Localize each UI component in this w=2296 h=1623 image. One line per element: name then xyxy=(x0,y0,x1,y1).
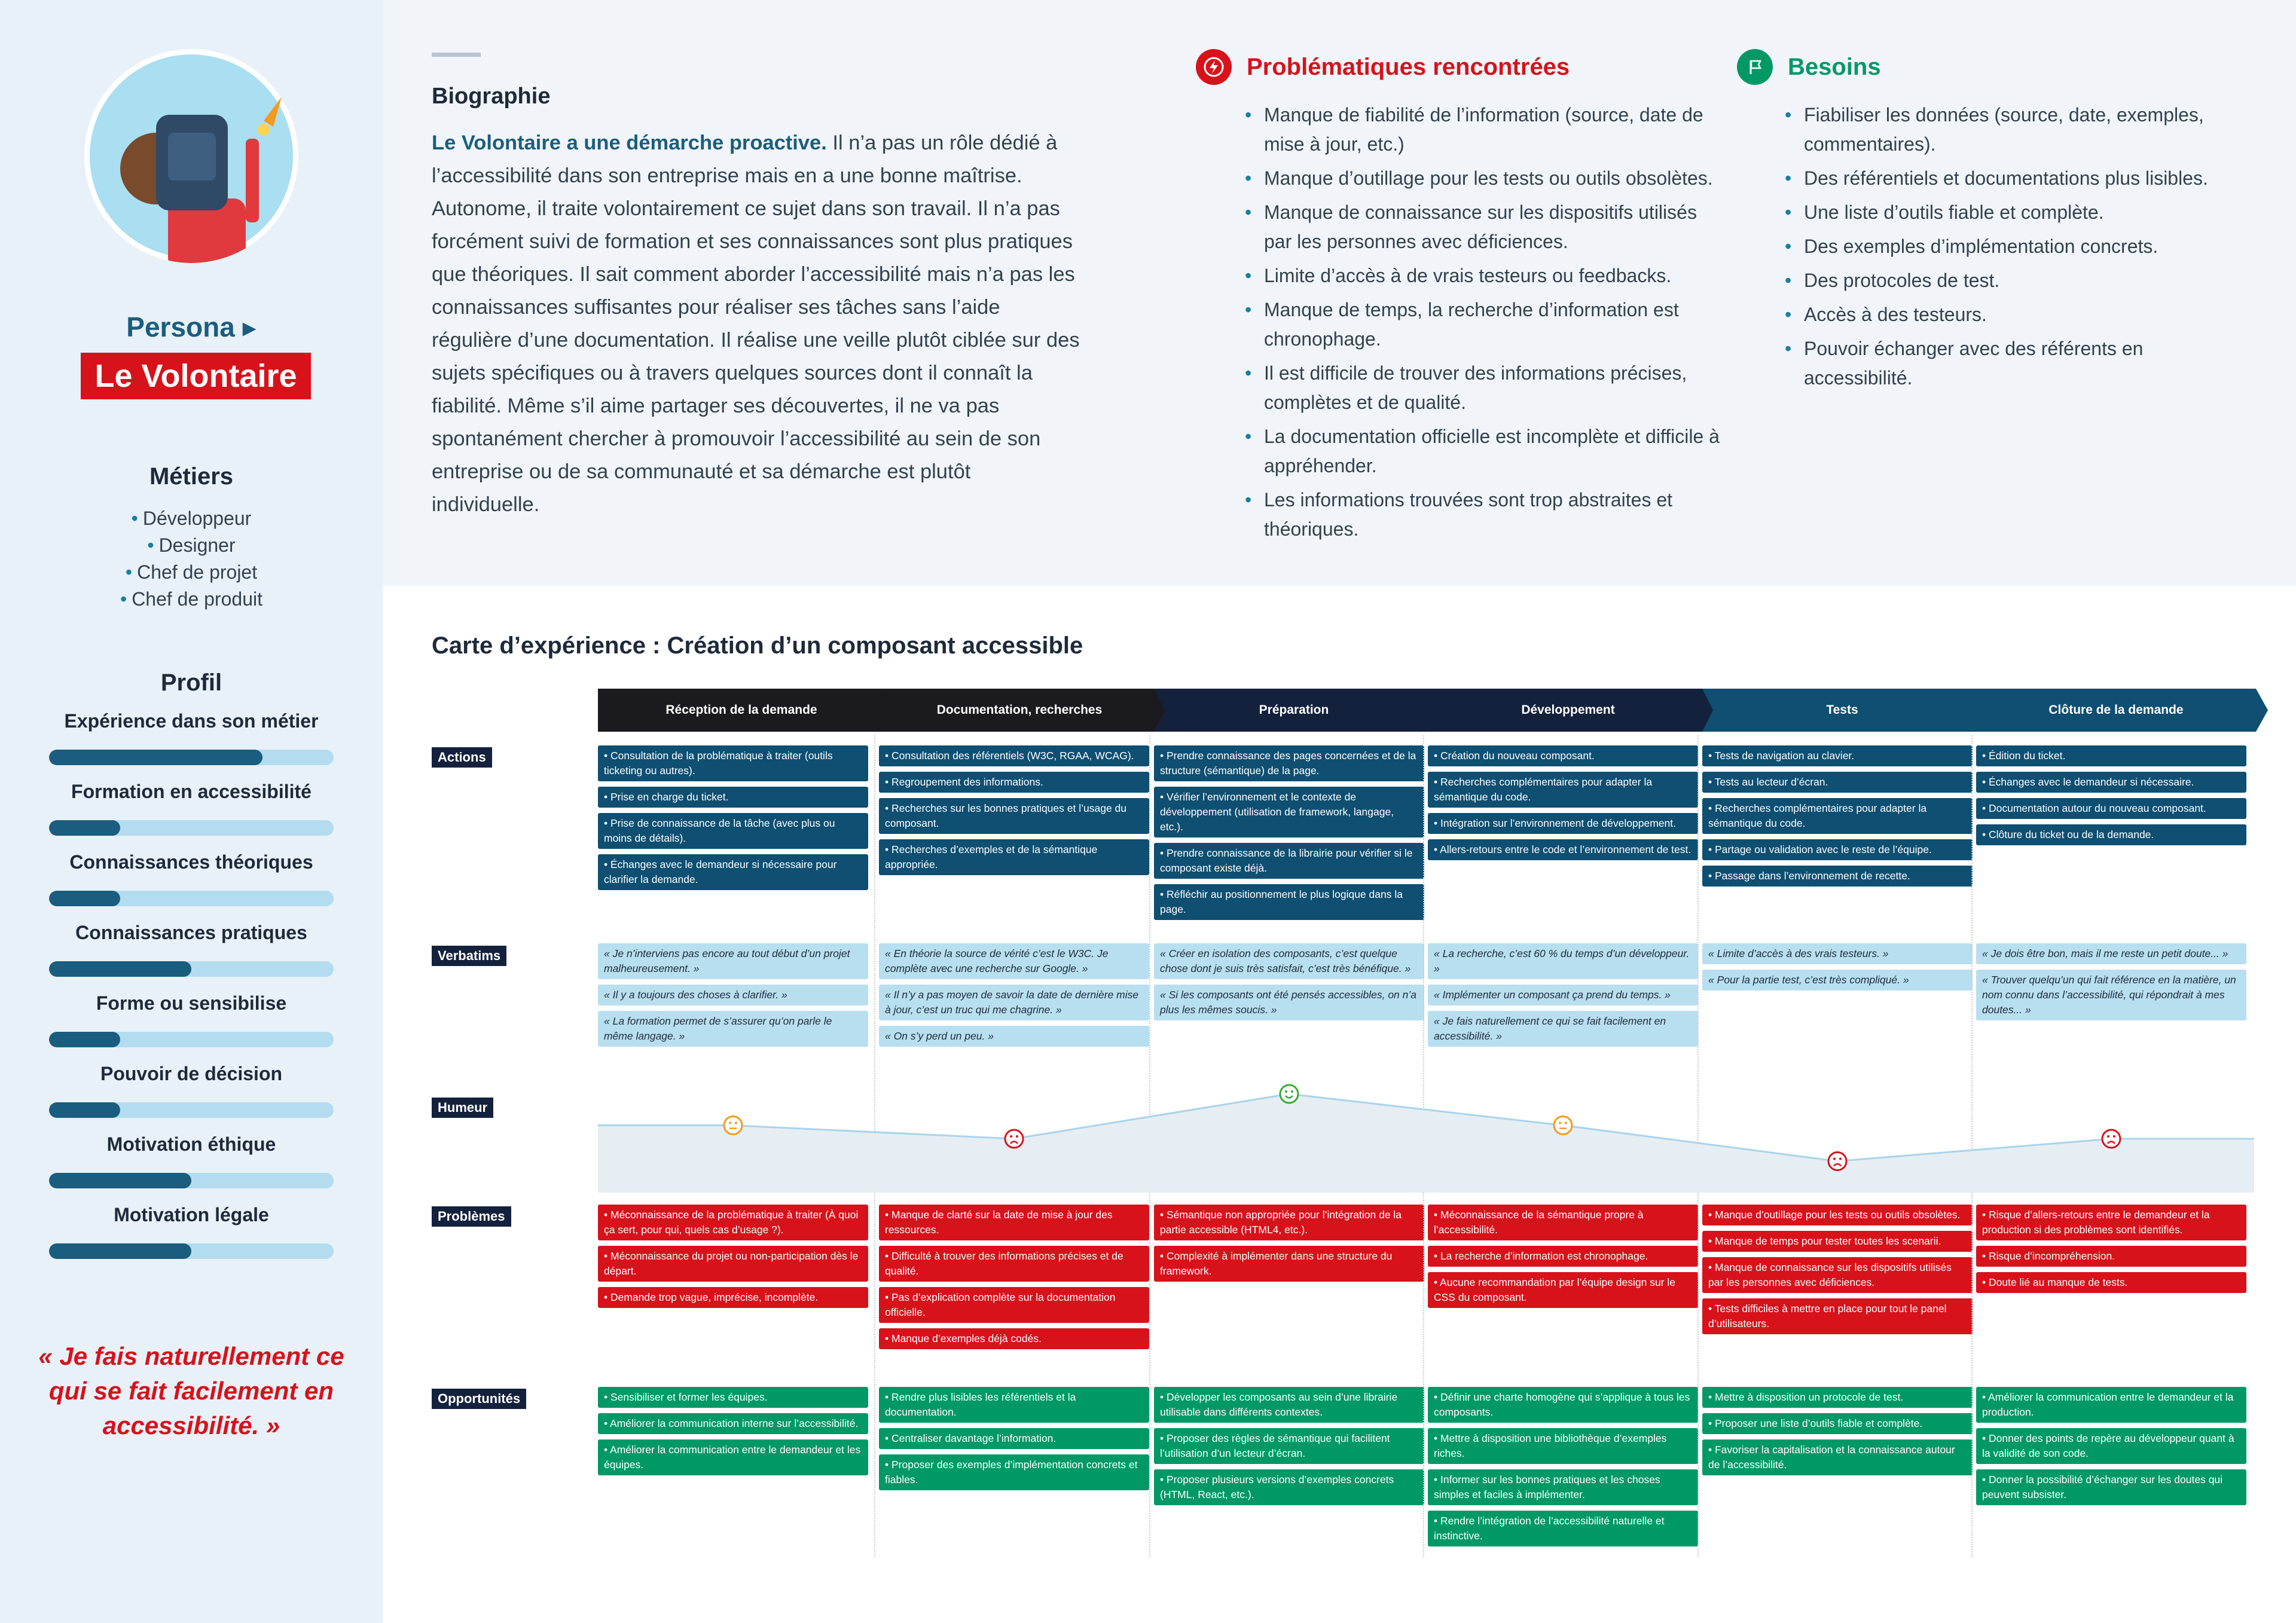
problems-card: • Doute lié au manque de tests. xyxy=(1976,1272,2246,1293)
skill-bar xyxy=(49,891,334,906)
mood-neutral-icon xyxy=(724,1117,742,1135)
stage-label: Développement xyxy=(1521,703,1615,717)
metier-item: • Chef de projet xyxy=(125,561,258,583)
skill-label: Motivation éthique xyxy=(106,1133,276,1155)
actions-card: • Partage ou validation avec le reste de l’équipe. xyxy=(1702,839,1973,860)
opportunities-card: • Rendre l’intégration de l’accessibilité naturelle et instinctive. xyxy=(1428,1511,1698,1546)
skill-label: Formation en accessibilité xyxy=(71,781,312,802)
opportunities-card: • Favoriser la capitalisation et la connaissance autour de l’accessibilité. xyxy=(1702,1439,1973,1475)
actions-column xyxy=(598,745,868,895)
opportunities-card: • Donner des points de repère au développeur quant à la validité de son code. xyxy=(1976,1428,2246,1464)
opportunities-card: • Proposer une liste d’outils fiable et complète. xyxy=(1702,1413,1973,1434)
actions-card: • Documentation autour du nouveau composant. xyxy=(1976,798,2246,819)
problems-column xyxy=(1428,1205,1698,1313)
skill-bar xyxy=(49,1243,334,1259)
skill-meter xyxy=(49,1204,334,1259)
actions-card: • Recherches d’exemples et de la sémantique appropriée. xyxy=(879,839,1149,875)
actions-column xyxy=(1428,745,1698,866)
actions-card: • Recherches complémentaires pour adapter la sémantique du code. xyxy=(1428,772,1698,808)
actions-card: • Prise en charge du ticket. xyxy=(598,787,868,808)
actions-card: • Tests au lecteur d’écran. xyxy=(1702,772,1973,793)
verbatims-card: « En théorie la source de vérité c’est le W3C. Je complète avec une recherche sur Google. » xyxy=(879,943,1149,979)
verbatims-column xyxy=(598,943,868,1052)
list-item: • Manque de connaissance sur les dispositifs utilisés par les personnes avec déficiences. xyxy=(1245,198,1723,256)
verbatims-card: « Si les composants ont été pensés accessibles, on n’a plus les mêmes soucis. » xyxy=(1154,985,1424,1020)
actions-card: • Échanges avec le demandeur si nécessaire. xyxy=(1976,772,2246,793)
verbatims-column xyxy=(1154,943,1424,1026)
skill-bar-fill xyxy=(49,820,120,836)
opportunities-card: • Proposer des exemples d’implémentation concrets et fiables. xyxy=(879,1454,1149,1490)
actions-column xyxy=(1154,745,1424,925)
experience-map-title: Carte d’expérience : Création d’un composant accessible xyxy=(432,632,1083,659)
actions-card: • Édition du ticket. xyxy=(1976,745,2246,766)
verbatims-card: « Limite d’accès à des vrais testeurs. » xyxy=(1702,943,1973,964)
opportunities-column xyxy=(1702,1387,1973,1481)
row-label-problems: Problèmes xyxy=(432,1206,511,1227)
verbatims-card: « La formation permet de s’assurer qu’on parle le même langage. » xyxy=(598,1011,868,1047)
skill-meter xyxy=(49,922,334,977)
opportunities-card: • Proposer plusieurs versions d’exemples concrets (HTML, React, etc.). xyxy=(1154,1469,1424,1505)
list-item: • Des exemples d’implémentation concrets. xyxy=(1785,232,2239,261)
bio-body: Il n’a pas un rôle dédié à l’accessibilité dans son entreprise mais en a une bonne maîtrise. Autonome, il traite volontairement ce sujet dans son travail. Il n’a pas forcément suivi de formation et ses connaissances sont plus pratiques que théoriques. Il sait comment aborder l’accessibilité mais n’a pas les connaissances suffisantes pour réaliser ses tâches sans l’aide régulière d’une documentation. Il réalise une veille plutôt ciblée sur des sujets spécifiques ou à travers quelques sources dont il connaît la fiabilité. Même s’il aime partager ses découvertes, il ne va pas spontanément chercher à promouvoir l’accessibilité au sein de son entreprise ou de sa communauté et sa démarche est plutôt individuelle. xyxy=(432,132,1080,516)
opportunities-column xyxy=(598,1387,868,1481)
persona-sidebar xyxy=(0,0,383,1623)
opportunities-card: • Centraliser davantage l’information. xyxy=(879,1428,1149,1449)
row-label-mood: Humeur xyxy=(432,1098,493,1118)
opportunities-column xyxy=(1154,1387,1424,1511)
skill-bar-fill xyxy=(49,891,120,906)
metiers-title: Métiers xyxy=(149,463,234,490)
opportunities-card: • Améliorer la communication entre le demandeur et les équipes. xyxy=(598,1439,868,1475)
verbatims-column xyxy=(1702,943,1973,996)
persona-avatar xyxy=(84,49,298,263)
skill-label: Connaissances pratiques xyxy=(75,922,307,943)
verbatims-column xyxy=(1976,943,2246,1026)
problems-card: • Manque de connaissance sur les dispositifs utilisés par les personnes avec déficiences. xyxy=(1702,1257,1973,1293)
verbatims-card: « Créer en isolation des composants, c’est quelque chose dont je suis très satisfait, c’est très bénéfique. » xyxy=(1154,943,1424,979)
skill-bar xyxy=(49,750,334,765)
actions-card: • Réfléchir au positionnement le plus logique dans la page. xyxy=(1154,884,1424,920)
problems-card: • Aucune recommandation par l’équipe design sur le CSS du composant. xyxy=(1428,1272,1698,1308)
skill-bar xyxy=(49,1173,334,1188)
problems-card: • Manque d’outillage pour les tests ou outils obsolètes. xyxy=(1702,1205,1973,1225)
bio-text xyxy=(432,127,1083,521)
actions-card: • Prendre connaissance des pages concernées et de la structure (sémantique) de la page. xyxy=(1154,745,1424,781)
problems-list xyxy=(1245,100,1723,549)
metier-item: • Chef de produit xyxy=(120,588,262,610)
actions-card: • Tests de navigation au clavier. xyxy=(1702,745,1973,766)
metier-item: • Développeur xyxy=(131,508,252,529)
list-item: • La documentation officielle est incomplète et difficile à appréhender. xyxy=(1245,422,1723,481)
problems-card: • Manque de clarté sur la date de mise à jour des ressources. xyxy=(879,1205,1149,1240)
mood-sad-icon xyxy=(2102,1130,2120,1148)
mood-sad-icon xyxy=(1828,1153,1846,1170)
skill-meter xyxy=(49,710,334,765)
opportunities-card: • Améliorer la communication entre le demandeur et la production. xyxy=(1976,1387,2246,1423)
skill-bar xyxy=(49,1102,334,1118)
needs-title: Besoins xyxy=(1788,54,1881,80)
actions-card: • Prendre connaissance de la librairie pour vérifier si le composant existe déjà. xyxy=(1154,843,1424,879)
actions-column xyxy=(879,745,1149,881)
opportunities-column xyxy=(1976,1387,2246,1511)
stage-label: Tests xyxy=(1826,703,1858,717)
skill-meter xyxy=(49,992,334,1047)
actions-card: • Intégration sur l’environnement de développement. xyxy=(1428,813,1698,834)
needs-list xyxy=(1785,100,2239,398)
persona-quote: « Je fais naturellement ce qui se fait facilement en accessibilité. » xyxy=(38,1342,344,1439)
persona-name-badge: Le Volontaire xyxy=(81,353,311,399)
problems-card: • La recherche d’information est chronophage. xyxy=(1428,1246,1698,1267)
actions-column xyxy=(1976,745,2246,851)
problems-title: Problématiques rencontrées xyxy=(1247,54,1570,80)
verbatims-card: « Implémenter un composant ça prend du temps. » xyxy=(1428,985,1698,1005)
problems-card: • Manque de temps pour tester toutes les scenarii. xyxy=(1702,1231,1973,1252)
verbatims-card: « La recherche, c’est 60 % du temps d’un développeur. » xyxy=(1428,943,1698,979)
flag-icon xyxy=(1737,49,1773,85)
problems-card: • Difficulté à trouver des informations précises et de qualité. xyxy=(879,1246,1149,1282)
mood-happy-icon xyxy=(1280,1085,1298,1103)
actions-column xyxy=(1702,745,1973,892)
skill-meter xyxy=(49,1133,334,1188)
list-item: • Pouvoir échanger avec des référents en accessibilité. xyxy=(1785,334,2239,393)
skill-meter xyxy=(49,781,334,836)
problems-column xyxy=(1154,1205,1424,1287)
list-item: • Manque de temps, la recherche d’information est chronophage. xyxy=(1245,295,1723,354)
opportunities-card: • Informer sur les bonnes pratiques et les choses simples et faciles à implémenter. xyxy=(1428,1469,1698,1505)
skill-bar-fill xyxy=(49,961,191,977)
opportunities-card: • Développer les composants au sein d’une librairie utilisable dans différents contextes. xyxy=(1154,1387,1424,1423)
problems-column xyxy=(879,1205,1149,1355)
opportunities-card: • Sensibiliser et former les équipes. xyxy=(598,1387,868,1408)
opportunities-card: • Mettre à disposition une bibliothèque d’exemples riches. xyxy=(1428,1428,1698,1464)
problems-card: • Risque d’incompréhension. xyxy=(1976,1246,2246,1267)
skill-label: Pouvoir de décision xyxy=(100,1063,283,1084)
mood-sad-icon xyxy=(1005,1130,1023,1148)
skill-label: Expérience dans son métier xyxy=(64,710,319,732)
stage-label: Clôture de la demande xyxy=(2048,703,2184,717)
verbatims-card: « Je dois être bon, mais il me reste un petit doute... » xyxy=(1976,943,2246,964)
problems-card: • Méconnaissance de la problématique à traiter (À quoi ça sert, pour qui, quels cas d’usage ?). xyxy=(598,1205,868,1240)
skill-meter xyxy=(49,1063,334,1118)
skill-bar-fill xyxy=(49,750,262,765)
opportunities-card: • Définir une charte homogène qui s’applique à tous les composants. xyxy=(1428,1387,1698,1423)
mood-chart xyxy=(598,1073,2254,1193)
skill-label: Forme ou sensibilise xyxy=(96,992,287,1014)
profil-title: Profil xyxy=(160,670,222,696)
problems-column xyxy=(1702,1205,1973,1340)
bio-lead: Le Volontaire a une démarche proactive. xyxy=(432,132,827,154)
lightning-icon xyxy=(1196,49,1232,85)
list-item: • Des référentiels et documentations plus lisibles. xyxy=(1785,164,2239,193)
actions-card: • Création du nouveau composant. xyxy=(1428,745,1698,766)
problems-card: • Manque d’exemples déjà codés. xyxy=(879,1328,1149,1349)
verbatims-card: « On s’y perd un peu. » xyxy=(879,1026,1149,1047)
opportunities-card: • Donner la possibilité d’échanger sur les doutes qui peuvent subsister. xyxy=(1976,1469,2246,1505)
list-item: • Les informations trouvées sont trop abstraites et théoriques. xyxy=(1245,485,1723,544)
list-item: • Accès à des testeurs. xyxy=(1785,300,2239,329)
actions-card: • Consultation des référentiels (W3C, RGAA, WCAG). xyxy=(879,745,1149,766)
actions-card: • Échanges avec le demandeur si nécessaire pour clarifier la demande. xyxy=(598,854,868,890)
list-item: • Il est difficile de trouver des informations précises, complètes et de qualité. xyxy=(1245,359,1723,417)
welder-illustration xyxy=(84,49,298,263)
skill-label: Motivation légale xyxy=(114,1204,269,1225)
skill-bar-fill xyxy=(49,1102,120,1118)
verbatims-card: « Trouver quelqu’un qui fait référence en la matière, un nom connu dans l’accessibilité, qui répondrait à mes doutes... » xyxy=(1976,970,2246,1020)
row-label-opportunities: Opportunités xyxy=(432,1389,526,1409)
verbatims-card: « Il y a toujours des choses à clarifier. » xyxy=(598,985,868,1005)
verbatims-card: « Il n’y a pas moyen de savoir la date de dernière mise à jour, c’est un truc qui me chagrine. » xyxy=(879,985,1149,1020)
opportunities-column xyxy=(1428,1387,1698,1552)
actions-card: • Allers-retours entre le code et l’environnement de test. xyxy=(1428,839,1698,860)
stage-label: Réception de la demande xyxy=(665,703,817,717)
actions-card: • Regroupement des informations. xyxy=(879,772,1149,793)
problems-card: • Pas d’explication complète sur la documentation officielle. xyxy=(879,1287,1149,1323)
list-item: • Des protocoles de test. xyxy=(1785,266,2239,295)
list-item: • Manque d’outillage pour les tests ou outils obsolètes. xyxy=(1245,164,1723,193)
actions-card: • Clôture du ticket ou de la demande. xyxy=(1976,824,2246,845)
skill-bar xyxy=(49,820,334,836)
list-item: • Limite d’accès à de vrais testeurs ou feedbacks. xyxy=(1245,261,1723,291)
verbatims-card: « Pour la partie test, c’est très compliqué. » xyxy=(1702,970,1973,991)
problems-column xyxy=(1976,1205,2246,1298)
problems-card: • Risque d’allers-retours entre le demandeur et la production si des problèmes sont identifiés. xyxy=(1976,1205,2246,1240)
skill-label: Connaissances théoriques xyxy=(69,851,313,873)
mood-neutral-icon xyxy=(1554,1117,1572,1135)
skill-bar xyxy=(49,1032,334,1047)
divider xyxy=(432,53,481,57)
opportunities-card: • Rendre plus lisibles les référentiels et la documentation. xyxy=(879,1387,1149,1423)
actions-card: • Vérifier l’environnement et le contexte de développement (utilisation de framework, langage, etc.). xyxy=(1154,787,1424,838)
list-item: • Une liste d’outils fiable et complète. xyxy=(1785,198,2239,227)
problems-card: • Méconnaissance du projet ou non-participation dès le départ. xyxy=(598,1246,868,1282)
list-item: • Manque de fiabilité de l’information (source, date de mise à jour, etc.) xyxy=(1245,100,1723,159)
problems-card: • Demande trop vague, imprécise, incomplète. xyxy=(598,1287,868,1308)
problems-card: • Méconnaissance de la sémantique propre à l’accessibilité. xyxy=(1428,1205,1698,1240)
metier-item: • Designer xyxy=(147,534,236,556)
problems-card: • Tests difficiles à mettre en place pour tout le panel d’utilisateurs. xyxy=(1702,1298,1973,1334)
opportunities-card: • Mettre à disposition un protocole de test. xyxy=(1702,1387,1973,1408)
verbatims-column xyxy=(1428,943,1698,1052)
actions-card: • Prise de connaissance de la tâche (avec plus ou moins de détails). xyxy=(598,813,868,849)
skill-bar-fill xyxy=(49,1173,191,1188)
opportunities-card: • Proposer des règles de sémantique qui facilitent l’utilisation d’un lecteur d’écran. xyxy=(1154,1428,1424,1464)
metiers-list xyxy=(0,505,383,613)
problems-card: • Sémantique non appropriée pour l’intégration de la partie accessible (HTML4, etc.). xyxy=(1154,1205,1424,1240)
actions-card: • Passage dans l’environnement de recette. xyxy=(1702,866,1973,887)
opportunities-column xyxy=(879,1387,1149,1496)
skill-meter xyxy=(49,851,334,906)
verbatims-column xyxy=(879,943,1149,1052)
actions-card: • Recherches sur les bonnes pratiques et l’usage du composant. xyxy=(879,798,1149,834)
persona-label: Persona ▸ xyxy=(126,311,257,343)
list-item: • Fiabiliser les données (source, date, exemples, commentaires). xyxy=(1785,100,2239,159)
skill-bar-fill xyxy=(49,1032,120,1047)
verbatims-card: « Je n’interviens pas encore au tout début d’un projet malheureusement. » xyxy=(598,943,868,979)
opportunities-card: • Améliorer la communication interne sur l’accessibilité. xyxy=(598,1413,868,1434)
actions-card: • Recherches complémentaires pour adapter la sémantique du code. xyxy=(1702,798,1973,834)
actions-card: • Consultation de la problématique à traiter (outils ticketing ou autres). xyxy=(598,745,868,781)
problems-column xyxy=(598,1205,868,1313)
bio-title: Biographie xyxy=(432,84,551,109)
row-label-actions: Actions xyxy=(432,747,492,768)
skill-bar-fill xyxy=(49,1243,191,1259)
verbatims-card: « Je fais naturellement ce qui se fait facilement en accessibilité. » xyxy=(1428,1011,1698,1047)
stage-label: Préparation xyxy=(1259,703,1329,717)
problems-card: • Complexité à implémenter dans une structure du framework. xyxy=(1154,1246,1424,1282)
stage-label: Documentation, recherches xyxy=(936,703,1103,717)
row-label-verbatims: Verbatims xyxy=(432,946,506,966)
skill-bar xyxy=(49,961,334,977)
